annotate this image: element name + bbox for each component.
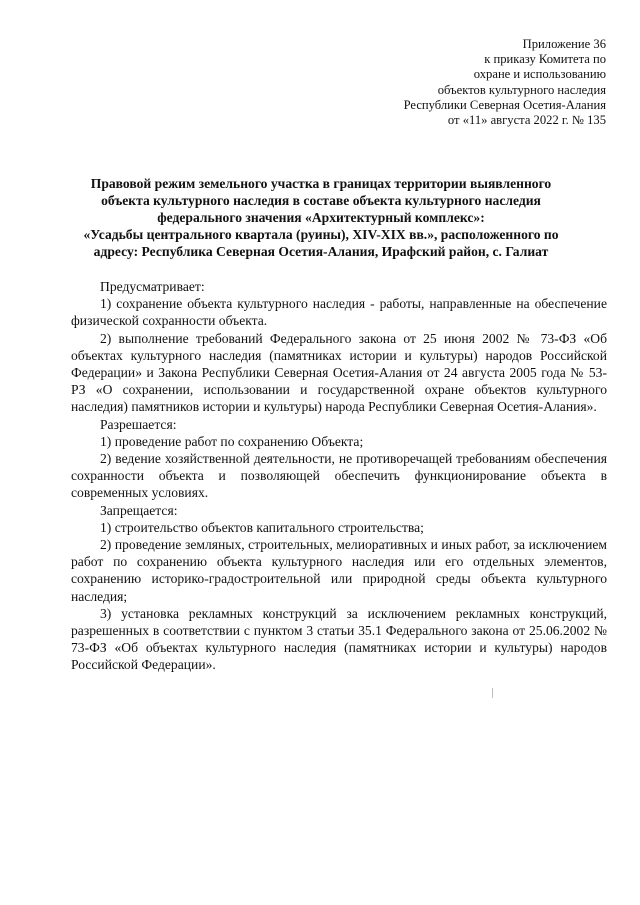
appendix-line: Приложение 36: [522, 37, 606, 51]
forbidden-item: 3) установка рекламных конструкций за исключением рекламных конструкций, разрешенных в соответствии с пунктом 3 статьи 35.1 Федерального закона от 25.06.2002 № 73-ФЗ «Об объектах культурного наследия (памятниках истории и культуры) народов Российской Федерации».: [71, 605, 607, 673]
appendix-line: объектов культурного наследия: [437, 82, 606, 97]
document-title: [64, 175, 578, 260]
appendix-line: Республики Северная Осетия-Алания: [403, 97, 606, 112]
provides-item: 2) выполнение требований Федерального закона от 25 июня 2002 № 73-ФЗ «Об объектах культурного наследия (памятниках истории и культуры) народов Российской Федерации» и Закона Республики Северная Осетия-Алания от 24 августа 2005 года № 53-РЗ «О сохранении, использовании и государственной охране объектов культурного наследия) памятников истории и культуры) народа Республики Северная Осетия-Алания».: [71, 330, 607, 415]
forbidden-label: Запрещается:: [100, 502, 178, 518]
title-line: Правовой режим земельного участка в границах территории выявленного: [90, 176, 552, 191]
forbidden-item: 2) проведение земляных, строительных, мелиоративных и иных работ, за исключением работ по сохранению объекта культурного наследия или его отдельных элементов, сохранению историко-градостроительной или природной среды объекта культурного наследия;: [71, 537, 607, 604]
appendix-header: [346, 37, 606, 128]
appendix-line: от «11» августа 2022 г. № 135: [447, 113, 606, 128]
allowed-label: Разрешается:: [100, 416, 177, 432]
provides-item: 1) сохранение объекта культурного наследия - работы, направленные на обеспечение физической сохранности объекта.: [71, 296, 607, 329]
allowed-item: 2) ведение хозяйственной деятельности, не противоречащей требованиям обеспечения сохранности объекта и позволяющей обеспечить функционирование объекта в современных условиях.: [71, 451, 607, 501]
appendix-line: охране и использованию: [473, 67, 606, 82]
scan-mark: [492, 688, 493, 698]
allowed-item: 1) проведение работ по сохранению Объекта;: [100, 433, 364, 449]
title-line: адресу: Республика Северная Осетия-Алания, Ирафский район, с. Галиат: [93, 244, 549, 260]
title-line: федерального значения «Архитектурный комплекс»:: [157, 210, 485, 226]
appendix-line: к приказу Комитета по: [484, 52, 606, 67]
forbidden-item: 1) строительство объектов капитального строительства;: [100, 519, 424, 535]
provides-label: Предусматривает:: [100, 279, 205, 294]
title-line: «Усадьбы центрального квартала (руины), XIV-XIX вв.», расположенного по: [83, 227, 559, 243]
document-body: [71, 278, 607, 674]
title-line: объекта культурного наследия в составе объекта культурного наследия: [101, 193, 541, 209]
